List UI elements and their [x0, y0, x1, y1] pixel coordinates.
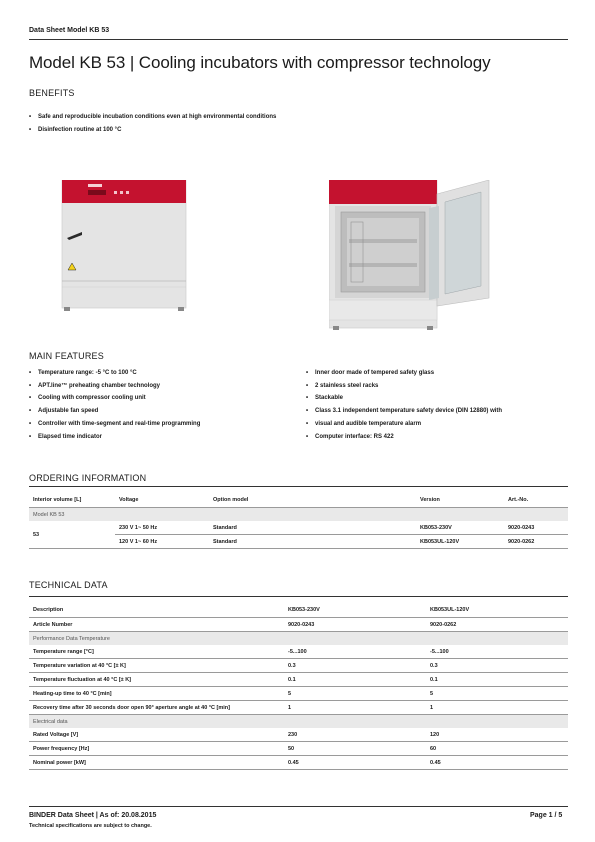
table-group-row — [29, 715, 568, 729]
table-cell: 0.3 — [284, 659, 426, 673]
table-cell: -5...100 — [426, 645, 568, 659]
table-cell: 0.1 — [426, 673, 568, 687]
list-item: • Stackable — [306, 392, 502, 405]
table-row — [29, 673, 568, 687]
table-cell: Temperature range [°C] — [29, 645, 284, 659]
column-header: Description — [29, 603, 284, 618]
list-item: • Controller with time-segment and real-time programming — [29, 418, 200, 431]
table-cell: Standard — [209, 535, 416, 549]
table-cell: 120 V 1~ 60 Hz — [115, 535, 209, 549]
column-header: KB053-230V — [284, 603, 426, 618]
table-cell: 1 — [284, 701, 426, 715]
ordering-table — [29, 493, 568, 549]
column-header: Art.-No. — [504, 493, 568, 508]
table-group-row — [29, 508, 568, 522]
table-cell: Temperature variation at 40 °C [± K] — [29, 659, 284, 673]
table-cell: Temperature fluctuation at 40 °C [± K] — [29, 673, 284, 687]
list-item: • APT.line™ preheating chamber technology — [29, 380, 200, 393]
list-item: • Safe and reproducible incubation conditions even at high environmental conditions — [29, 111, 276, 124]
table-cell: 50 — [284, 742, 426, 756]
column-header: Option model — [209, 493, 416, 508]
table-group-row — [29, 632, 568, 646]
list-item: • Inner door made of tempered safety glass — [306, 367, 502, 380]
volume-cell: 53 — [29, 521, 115, 549]
group-label: Model KB 53 — [29, 508, 568, 522]
table-cell: 0.1 — [284, 673, 426, 687]
column-header: Interior volume [L] — [29, 493, 115, 508]
table-row — [29, 521, 568, 535]
list-item: • 2 stainless steel racks — [306, 380, 502, 393]
ordering-heading: ORDERING INFORMATION — [29, 473, 147, 483]
table-cell: Heating-up time to 40 °C [min] — [29, 687, 284, 701]
list-item-continuation: • visual and audible temperature alarm — [306, 418, 502, 431]
table-header-row — [29, 603, 568, 618]
table-cell: 0.45 — [284, 756, 426, 770]
table-cell: 60 — [426, 742, 568, 756]
group-label: Electrical data — [29, 715, 568, 729]
column-header: Version — [416, 493, 504, 508]
main-features-right-list — [306, 367, 502, 443]
list-item: • Temperature range: -5 °C to 100 °C — [29, 367, 200, 380]
table-cell: Nominal power [kW] — [29, 756, 284, 770]
list-item: • Disinfection routine at 100 °C — [29, 124, 276, 137]
page-title: Model KB 53 | Cooling incubators with compressor technology — [29, 53, 491, 72]
table-row — [29, 618, 568, 632]
benefits-heading: BENEFITS — [29, 88, 75, 98]
column-header: KB053UL-120V — [426, 603, 568, 618]
column-header: Voltage — [115, 493, 209, 508]
table-cell: 9020-0262 — [504, 535, 568, 549]
controller-display-icon — [88, 190, 106, 195]
footer-note: Technical specifications are subject to change. — [29, 823, 152, 829]
table-cell: 9020-0243 — [504, 521, 568, 535]
table-cell: -5...100 — [284, 645, 426, 659]
table-cell: Article Number — [29, 618, 284, 632]
footer-text: BINDER Data Sheet | As of: 20.08.2015 — [29, 812, 157, 819]
table-cell: 230 V 1~ 50 Hz — [115, 521, 209, 535]
list-item: • Class 3.1 independent temperature safety device (DIN 12880) with — [306, 405, 502, 418]
ordering-divider — [29, 486, 568, 487]
list-item: • Adjustable fan speed — [29, 405, 200, 418]
footer-divider — [29, 806, 568, 807]
list-item: • Cooling with compressor cooling unit — [29, 392, 200, 405]
table-row — [29, 728, 568, 742]
table-cell: Standard — [209, 521, 416, 535]
table-cell: 9020-0243 — [284, 618, 426, 632]
header-label: Data Sheet Model KB 53 — [29, 27, 110, 34]
closed-incubator-image — [58, 180, 190, 312]
main-features-left-list — [29, 367, 200, 443]
table-cell: Recovery time after 30 seconds door open 90° aperture angle at 40 °C [min] — [29, 701, 284, 715]
table-cell: 5 — [284, 687, 426, 701]
list-item: • Computer interface: RS 422 — [306, 431, 502, 444]
technical-data-divider — [29, 596, 568, 597]
table-cell: Power frequency [Hz] — [29, 742, 284, 756]
page-number: Page 1 / 5 — [530, 812, 563, 819]
binder-logo-icon — [88, 184, 102, 187]
group-label: Performance Data Temperature — [29, 632, 568, 646]
open-incubator-image — [329, 180, 501, 330]
table-cell: 9020-0262 — [426, 618, 568, 632]
table-cell: 5 — [426, 687, 568, 701]
table-row — [29, 701, 568, 715]
table-cell: KB053-230V — [416, 521, 504, 535]
technical-data-heading: TECHNICAL DATA — [29, 580, 108, 590]
header-divider — [29, 39, 568, 40]
list-item: • Elapsed time indicator — [29, 431, 200, 444]
table-row — [29, 756, 568, 770]
table-cell: 1 — [426, 701, 568, 715]
table-row — [29, 742, 568, 756]
table-cell: Rated Voltage [V] — [29, 728, 284, 742]
table-cell: 120 — [426, 728, 568, 742]
table-cell: KB053UL-120V — [416, 535, 504, 549]
table-row — [29, 687, 568, 701]
benefits-list — [29, 111, 276, 136]
table-header-row — [29, 493, 568, 508]
table-row — [29, 645, 568, 659]
table-cell: 0.3 — [426, 659, 568, 673]
table-cell: 230 — [284, 728, 426, 742]
table-row — [29, 659, 568, 673]
technical-data-table — [29, 603, 568, 770]
table-cell: 0.45 — [426, 756, 568, 770]
main-features-heading: MAIN FEATURES — [29, 351, 104, 361]
